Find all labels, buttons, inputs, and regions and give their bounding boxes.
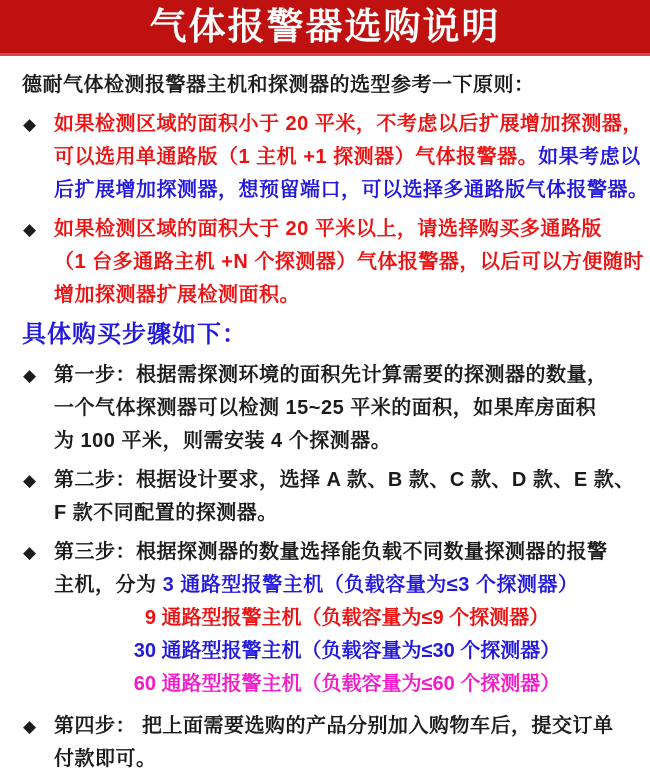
step2-text (54, 464, 635, 530)
step4-line1: 第四步： 把上面需要选购的产品分别加入购物车后，提交订单 (54, 715, 614, 737)
text-line (54, 174, 649, 207)
text-line (54, 213, 632, 246)
step1-item (22, 359, 632, 458)
step1-line3: 为 100 平米，则需安装 4 个探测器。 (54, 430, 392, 452)
steps-heading: 具体购买步骤如下： (22, 321, 247, 348)
diamond-bullet-icon: ◆ (23, 220, 37, 239)
principle1-line3: 后扩展增加探测器，想预留端口，可以选择多通路版气体报警器。 (54, 179, 649, 201)
diamond-bullet-icon: ◆ (23, 543, 37, 562)
text-line (54, 497, 632, 530)
intro-text: 德耐气体检测报警器主机和探测器的选型参考一下原则： (22, 74, 535, 96)
host-option-9ch-line (22, 602, 632, 635)
text-line (54, 425, 632, 458)
step3-line1: 第三步：根据探测器的数量选择能负载不同数量探测器的报警 (54, 541, 608, 563)
host-option-30ch: 30 通路型报警主机（负载容量为≤30 个探测器） (133, 640, 561, 662)
text-line (54, 279, 632, 312)
principle1-line2-red: 可以选用单通路版（1 主机 +1 探测器）气体报警器。 (54, 146, 539, 168)
principle2-line2: （1 台多通路主机 +N 个探测器）气体报警器，以后可以方便随时 (54, 251, 644, 273)
text-line (54, 392, 632, 425)
diamond-bullet-icon: ◆ (23, 471, 37, 490)
text-line (54, 536, 632, 569)
step4-item (22, 710, 632, 776)
principle2-line3: 增加探测器扩展检测面积。 (54, 284, 300, 306)
step2-line1: 第二步：根据设计要求，选择 A 款、B 款、C 款、D 款、E 款、 (54, 469, 635, 491)
text-line (54, 710, 632, 743)
page-title: 气体报警器选购说明 (149, 6, 501, 47)
text-line (54, 246, 644, 279)
diamond-bullet-icon: ◆ (23, 366, 37, 385)
step2-item (22, 464, 635, 530)
step2-line2: F 款不同配置的探测器。 (54, 502, 278, 524)
step3-text (54, 536, 632, 602)
step1-text (54, 359, 632, 458)
host-option-9ch: 9 通路型报警主机（负载容量为≤9 个探测器） (144, 607, 550, 629)
step4-text (54, 710, 632, 776)
host-option-3ch: 3 通路型报警主机（负载容量为≤3 个探测器） (162, 574, 579, 596)
step1-line2: 一个气体探测器可以检测 15~25 平米的面积，如果库房面积 (54, 397, 597, 419)
diamond-bullet-icon: ◆ (23, 717, 37, 736)
guide-content (0, 56, 650, 776)
title-banner (0, 0, 650, 56)
principle-item-large-area (22, 213, 644, 312)
principle-item-large-area-text (54, 213, 644, 312)
step3-line2-black: 主机，分为 (54, 574, 163, 596)
text-line (54, 108, 643, 141)
text-line (54, 743, 632, 776)
principle-item-small-area (22, 108, 649, 207)
diamond-bullet-icon: ◆ (23, 115, 37, 134)
host-option-30ch-line (22, 635, 632, 668)
principle1-line1: 如果检测区域的面积小于 20 平米，不考虑以后扩展增加探测器， (54, 113, 643, 135)
principle2-line1: 如果检测区域的面积大于 20 平米以上，请选择购买多通路版 (54, 218, 602, 240)
text-line (54, 464, 635, 497)
text-line (54, 569, 632, 602)
host-option-60ch: 60 通路型报警主机（负载容量为≤60 个探测器） (133, 673, 561, 695)
text-line (54, 359, 632, 392)
host-option-60ch-line (22, 668, 632, 701)
text-line (54, 141, 641, 174)
step1-line1: 第一步：根据需探测环境的面积先计算需要的探测器的数量， (54, 364, 608, 386)
principle1-line2-blue: 如果考虑以 (538, 146, 641, 168)
step4-line2: 付款即可。 (54, 748, 157, 770)
step3-item (22, 536, 632, 602)
principle-item-small-area-text (54, 108, 649, 207)
